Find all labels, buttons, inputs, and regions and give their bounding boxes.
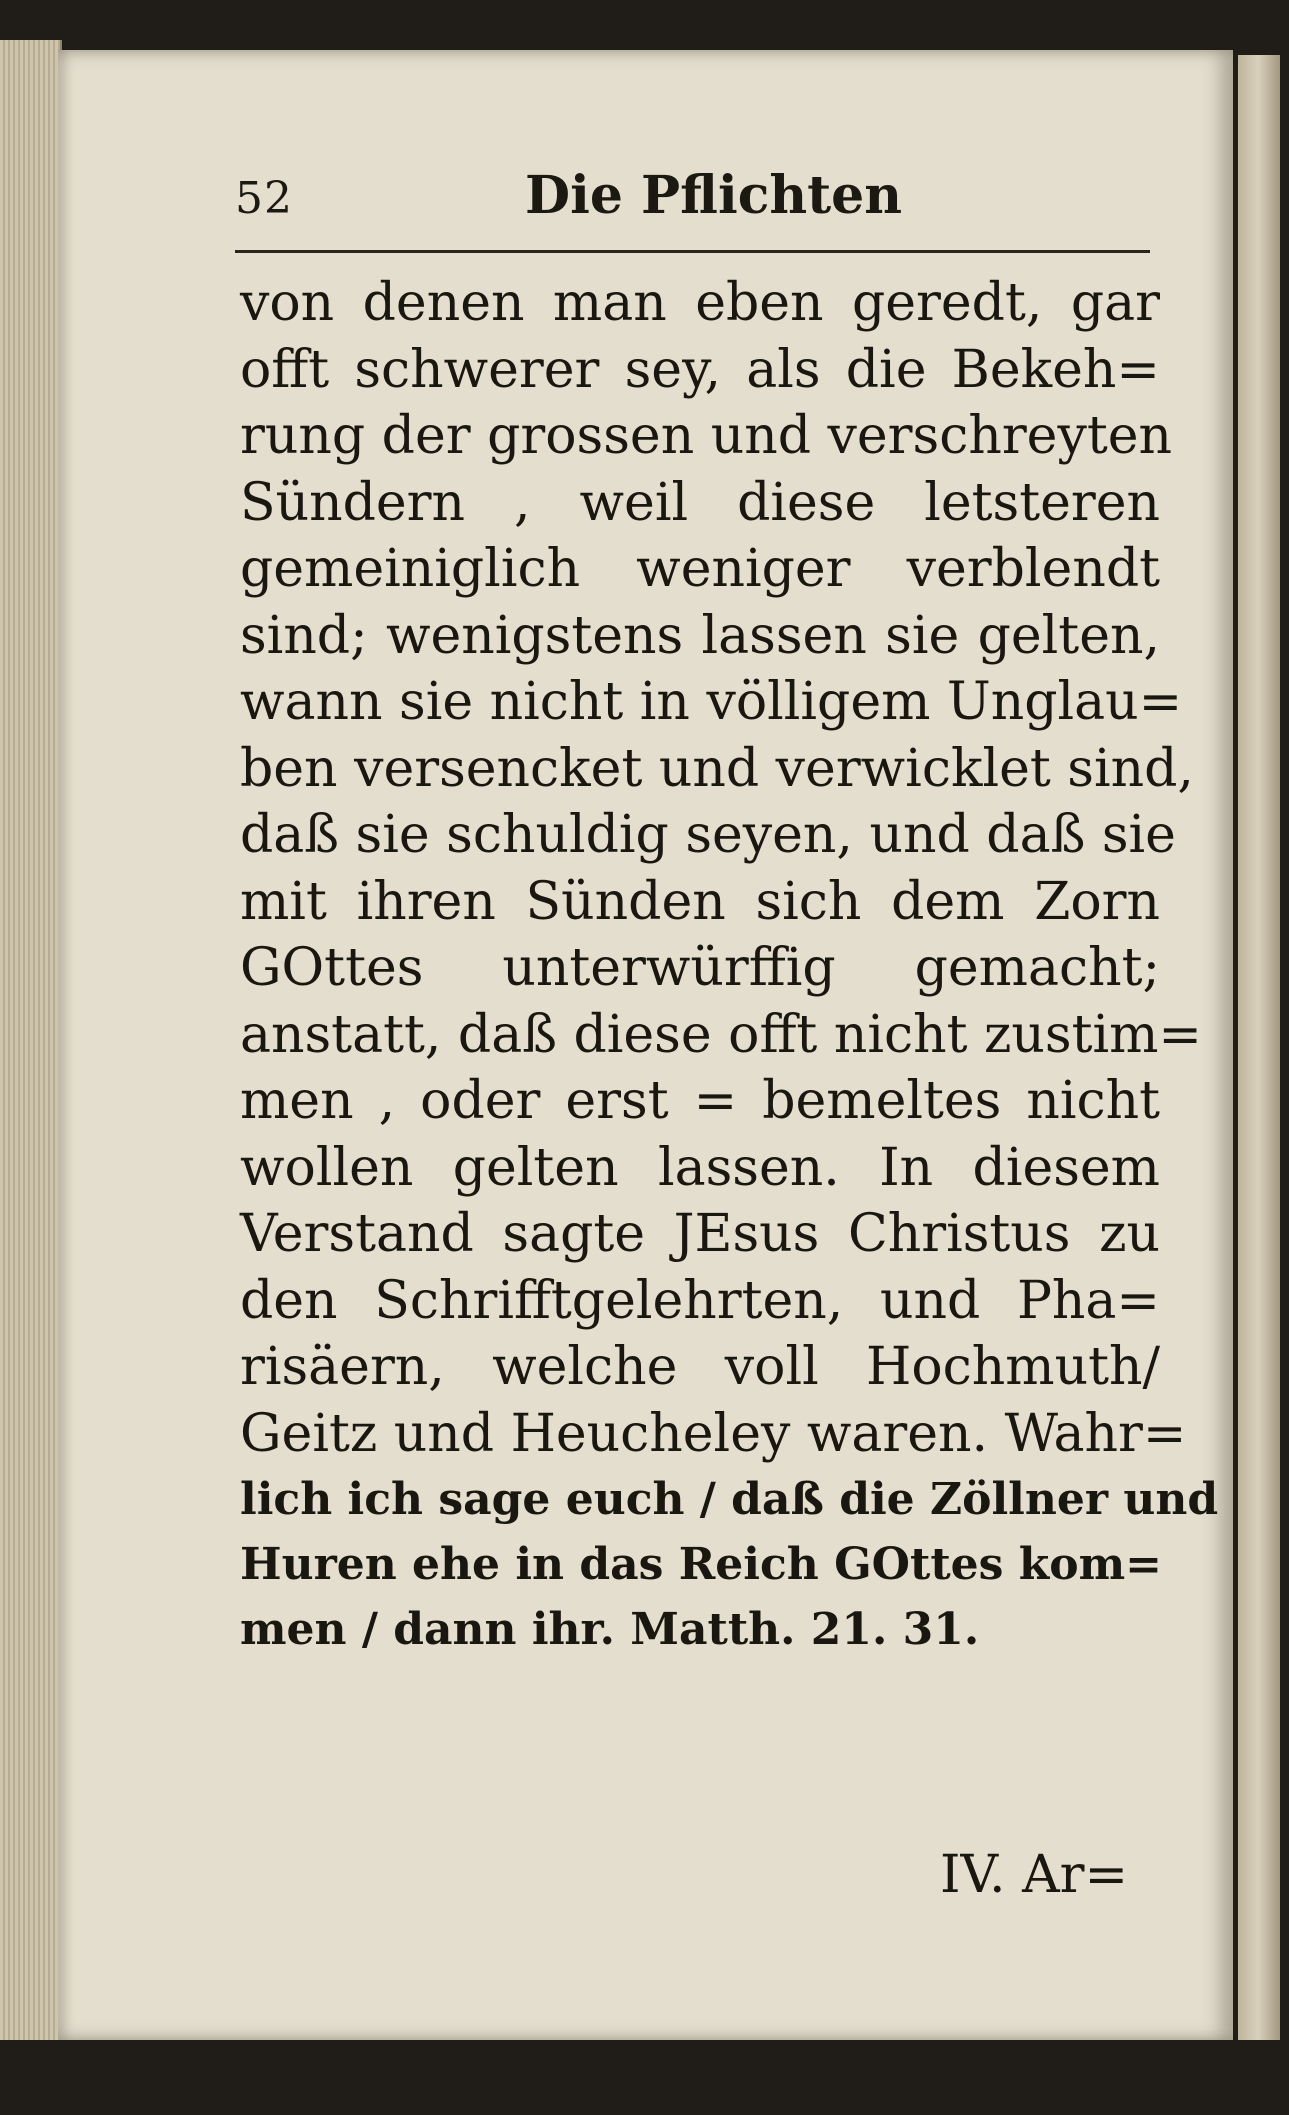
text-line: Sündern , weil diese letsteren <box>240 472 1160 533</box>
text-line: offt schwerer sey, als die Bekeh= <box>240 339 1160 400</box>
text-line: von denen man eben geredt, gar <box>240 273 1160 333</box>
page-number: 52 <box>235 173 293 224</box>
catchword: IV. Ar= <box>940 1845 1129 1905</box>
text-line: risäern, welche voll Hochmuth/ <box>240 1337 1160 1397</box>
text-line: mit ihren Sünden sich dem Zorn <box>240 871 1160 932</box>
running-head <box>235 165 1145 235</box>
text-line: wann sie nicht in völligem Unglau= <box>240 672 1183 732</box>
text-line: anstatt, daß diese offt nicht zustim= <box>240 1004 1202 1065</box>
running-title: Die Pflichten <box>525 165 903 226</box>
body-text <box>240 270 1219 1662</box>
text-line: daß sie schuldig seyen, und daß sie <box>240 805 1176 865</box>
text-line: wollen gelten lassen. In diesem <box>240 1137 1160 1198</box>
text-line: den Schrifftgelehrten, und Pha= <box>240 1270 1160 1331</box>
text-line: sind; wenigstens lassen sie gelten, <box>240 605 1160 666</box>
facing-page-edge <box>1238 55 1280 2040</box>
text-line: gemeiniglich weniger verblendt <box>240 539 1160 599</box>
text-line: rung der grossen und verschreyten <box>240 406 1172 466</box>
text-line: Verstand sagte JEsus Christus zu <box>240 1204 1160 1264</box>
text-line: ben versencket und verwicklet sind, <box>240 738 1194 799</box>
text-line: Geitz und Heucheley waren. Wahr= <box>240 1403 1187 1464</box>
quote-line: lich ich sage euch / daß die Zöllner und <box>240 1474 1219 1525</box>
page-stack-edge <box>0 40 62 2040</box>
text-line: men , oder erst = bemeltes nicht <box>240 1071 1160 1131</box>
quote-line: Huren ehe in das Reich GOttes kom= <box>240 1539 1163 1590</box>
text-line: GOttes unterwürffig gemacht; <box>240 938 1160 998</box>
header-rule <box>235 250 1150 253</box>
quote-line: men / dann ihr. Matth. 21. 31. <box>240 1604 980 1655</box>
